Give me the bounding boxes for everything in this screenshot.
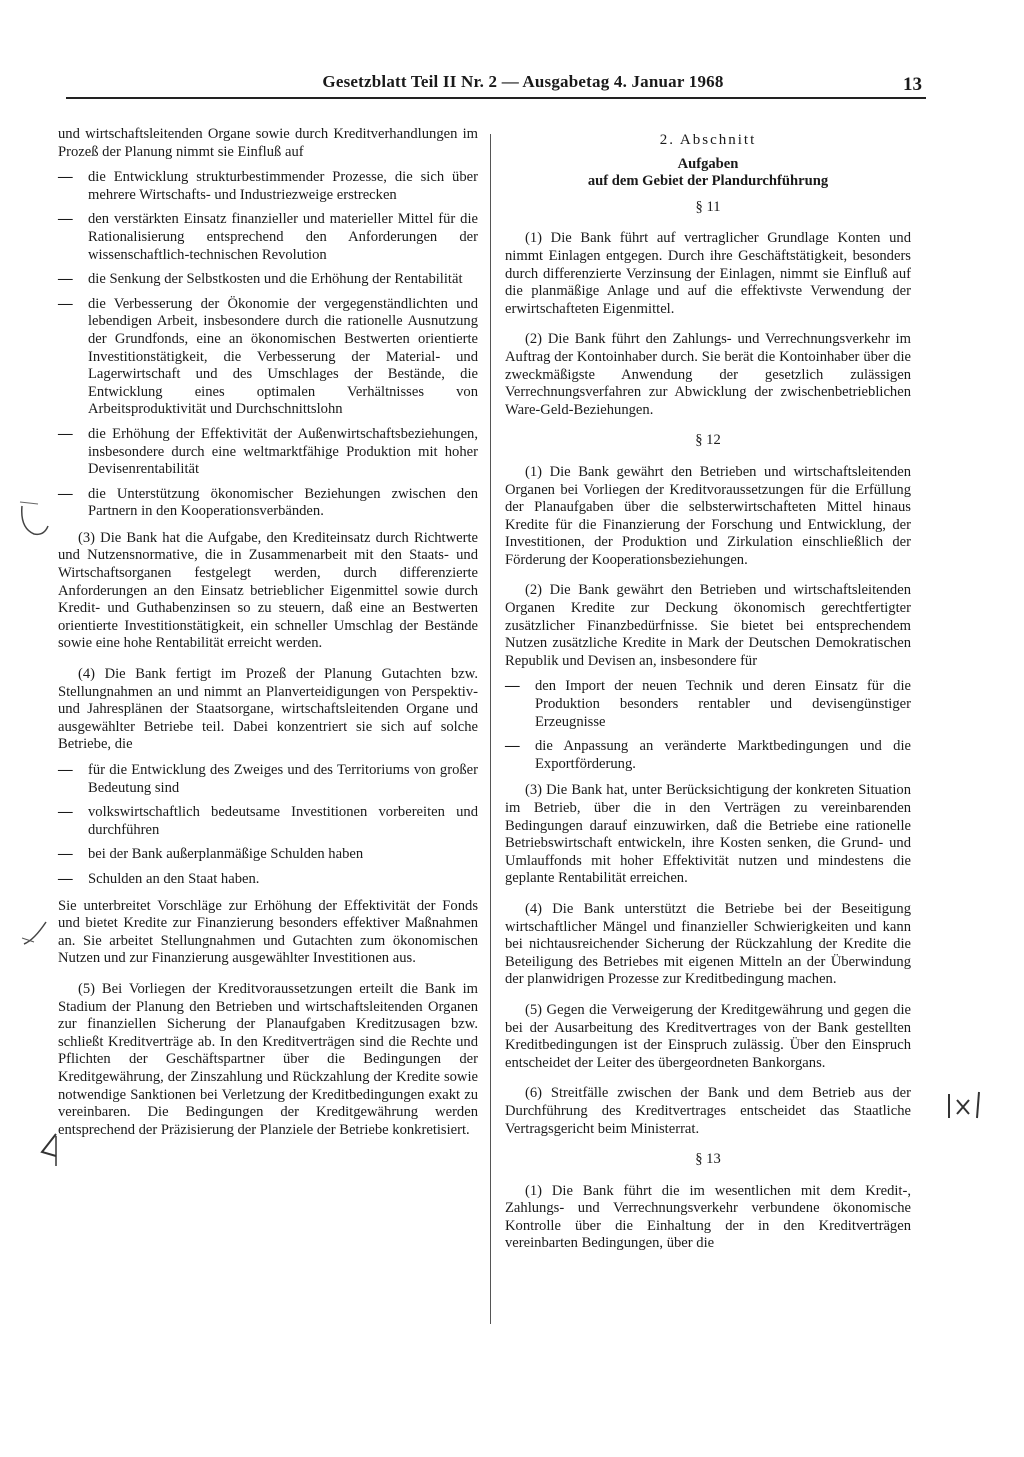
- enterprise-list: [58, 762, 478, 889]
- paragraph-3: (3) Die Bank hat die Aufgabe, den Krediteinsatz durch Richtwerte und Nutzensnormative, die in Zusammenarbeit mit den Staats- und Wirtschaftsorganen festgelegt werden, durch differenzierte Anforderungen an den Einsatz betrieblicher Eigenmittel sowie durch Kredit- und Guthabenzinsen so zu steuern, daß eine an Bestwerten orientierte Investitionstätigkeit, ein schneller Umschlag der Bestände sowie eine hohe Rentabilität erreicht werden.: [58, 529, 478, 652]
- s11-paragraph-2: (2) Die Bank führt den Zahlungs- und Verrechnungsverkehr im Auftrag der Kontoinhaber durch. Sie berät die Kontoinhaber über die zweckmäßigste Anwendung der gesetzlich zulässigen Verrechnungsverfahren zur Abwicklung der zwischenbetrieblichen Ware-Geld-Beziehungen.: [505, 331, 911, 418]
- section-title-line-2: auf dem Gebiet der Plandurchführung: [587, 173, 829, 190]
- paragraph-sign-11: § 11: [695, 198, 721, 215]
- paragraph-4: (4) Die Bank fertigt im Prozeß der Planung Gutachten bzw. Stellungnahmen an und nimmt an Planverteidigungen von Perspektiv- und Jahresplänen der Staatsorgane, wirtschaftsleitenden Organe und ausgewählter Betriebe teil. Dabei konzentriert sie sich auf solche Betriebe, die: [58, 666, 478, 753]
- paragraph-5: (5) Bei Vorliegen der Kreditvoraussetzungen erteilt die Bank im Stadium der Planung den Betrieben und wirtschaftsleitenden Organen zur finanziellen Sicherung der Planaufgaben Kreditzusagen bzw. schließt Kreditverträge ab. In den Kreditverträgen sind die Rechte und Pflichten der Geschäftspartner über die Bedingungen der Kreditgewährung, der Zinszahlung und Rückzahlung der Kredite sowie notwendige Sanktionen bei Verletzung der Kreditbedingungen exakt zu vereinbaren. Die Bedingungen der Kreditgewährung werden entsprechend der Präzisierung der Planziele der Betriebe konkretisiert.: [58, 980, 478, 1138]
- s12-paragraph-2: (2) Die Bank gewährt den Betrieben und wirtschaftsleitenden Organen Kredite zur Deckung ökonomisch gerechtfertigter zusätzlicher Finanzbedürfnisse. Sie bietet bei entsprechendem Nutzen zusätzliche Kredite in Mark der Deutschen Demokratischen Republik und Devisen an, insbesondere für: [505, 582, 911, 669]
- margin-cross-mark-icon: [945, 1090, 987, 1126]
- s11-paragraph-1: (1) Die Bank führt auf vertraglicher Grundlage Konten und nimmt Einlagen entgegen. Durch ihre Geschäftstätigkeit, besonders durch differenzierte Verzinsung der Einlagen, nimmt sie Einfluß auf die planmäßige Anlage und auf die effektivste Verwendung der erwirtschafteten Eigenmittel.: [505, 230, 911, 317]
- left-column: [58, 126, 478, 1152]
- list-item: — die Senkung der Selbstkosten und die Erhöhung der Rentabilität: [58, 271, 478, 289]
- list-item: — Schulden an den Staat haben.: [58, 871, 478, 889]
- intro-paragraph: und wirtschaftsleitenden Organe sowie durch Kreditverhandlungen im Prozeß der Planung nimmt sie Einfluß auf: [58, 126, 478, 160]
- paragraph-sign-12: § 12: [695, 432, 721, 449]
- s12-paragraph-5: (5) Gegen die Verweigerung der Kreditgewährung und gegen die bei der Ausarbeitung des Kreditvertrages von der Bank gestellten Kreditbedingungen ist der Einspruch zulässig. Über den Einspruch entscheidet der Leiter des übergeordneten Bankorgans.: [505, 1001, 911, 1071]
- s13-paragraph-1: (1) Die Bank führt die im wesentlichen mit dem Kredit-, Zahlungs- und Verrechnungsverkehr verbundene ökonomische Kontrolle über die Einhaltung der in den Kreditverträgen vereinbarten Bedingungen, über die: [505, 1182, 911, 1252]
- list-item: — die Entwicklung strukturbestimmender Prozesse, die sich über mehrere Wirtschafts- und Industriezweige erstrecken: [58, 169, 478, 204]
- right-column: [505, 126, 911, 1266]
- section-heading: [505, 132, 911, 191]
- list-item: — für die Entwicklung des Zweiges und des Territoriums von großer Bedeutung sind: [58, 762, 478, 797]
- list-item: — die Erhöhung der Effektivität der Außenwirtschaftsbeziehungen, insbesondere durch eine weltmarktfähige Produktion mit hoher Devisenrentabilität: [58, 426, 478, 479]
- list-item: — die Unterstützung ökonomischer Beziehungen zwischen den Partnern in den Kooperationsverbänden.: [58, 486, 478, 521]
- s12-paragraph-1: (1) Die Bank gewährt den Betrieben und wirtschaftsleitenden Organen bei Vorliegen der Kreditvoraussetzungen für die Erfüllung der Planaufgaben über die selbsterwirtschafteten Mittel hinaus Kredite für die Finanzierung der Forschung und Entwicklung, der Investitionen, der Produktion und Zirkulation einschließlich der Förderung der Kooperationsbeziehungen.: [505, 463, 911, 568]
- s12-paragraph-6: (6) Streitfälle zwischen der Bank und dem Betrieb aus der Durchführung des Kreditvertrages entscheidet das Staatliche Vertragsgericht beim Ministerrat.: [505, 1085, 911, 1137]
- page-header: [60, 72, 926, 98]
- list-item: — den verstärkten Einsatz finanzieller und materieller Mittel für die Rationalisierung entsprechend den Anforderungen der wissenschaftlich-technischen Revolution: [58, 211, 478, 264]
- s12-paragraph-3: (3) Die Bank hat, unter Berücksichtigung der konkreten Situation im Betrieb, über die in den Verträgen zu vereinbarenden Bedingungen darauf einzuwirken, daß die Betriebe eine rationelle Betriebswirtschaft entwickeln, ihre Kosten senken, die Grund- und Umlauffonds mit hoher Effektivität nutzen und mindestens die geplante Rentabilität erreichen.: [505, 782, 911, 887]
- header-title: Gesetzblatt Teil II Nr. 2 — Ausgabetag 4. Januar 1968: [322, 72, 724, 91]
- list-item: — die Verbesserung der Ökonomie der vergegenständlichten und lebendigen Arbeit, insbesondere durch die rationelle Ausnutzung der Grundfonds, eine an ökonomischen Bestwerten orientierte Investitionstätigkeit, die Verbesserung der Material- und Lagerwirtschaft und des Umschlages der Bestände, die Entwicklung eines optimalen Verhältnisses von Arbeitsproduktivität und Durchschnittslohn: [58, 296, 478, 419]
- list-item: — volkswirtschaftlich bedeutsame Investitionen vorbereiten und durchführen: [58, 804, 478, 839]
- margin-bracket-icon: [38, 1132, 60, 1176]
- margin-tick-icon: [20, 918, 50, 952]
- credit-purpose-list: [505, 678, 911, 773]
- list-item: — den Import der neuen Technik und deren Einsatz für die Produktion besonders rentabler und devisengünstiger Erzeugnisse: [505, 678, 911, 731]
- influence-list: [58, 169, 478, 521]
- paragraph-sign-13: § 13: [695, 1151, 721, 1168]
- section-title-line-1: Aufgaben: [677, 155, 739, 172]
- margin-checkmark-icon: [18, 500, 52, 544]
- column-divider: [490, 134, 491, 1324]
- s12-paragraph-4: (4) Die Bank unterstützt die Betriebe bei der Beseitigung wirtschaftlicher Mängel und finanzieller Schwierigkeiten und kann bei nichtausreichender Sicherung der Rückzahlung der Kredite die Beteiligung des Betriebes mit eigenen Mitteln an der Überwindung der planwidrigen Prozesse zur Kreditbedingung machen.: [505, 900, 911, 988]
- section-number: 2. Abschnitt: [659, 132, 757, 148]
- list-item: — bei der Bank außerplanmäßige Schulden haben: [58, 846, 478, 864]
- list-item: — die Anpassung an veränderte Marktbedingungen und die Exportförderung.: [505, 738, 911, 773]
- paragraph-4-continued: Sie unterbreitet Vorschläge zur Erhöhung der Effektivität der Fonds und bietet Kredite zur Finanzierung besonders effektiver Maßnahmen an. Sie arbeitet Stellungnahmen und Gutachten zum ökonomischen Nutzen und zur Finanzierung ausgewählter Investitionen aus.: [58, 897, 478, 967]
- header-rule: [66, 97, 926, 99]
- page-number: 13: [903, 74, 922, 95]
